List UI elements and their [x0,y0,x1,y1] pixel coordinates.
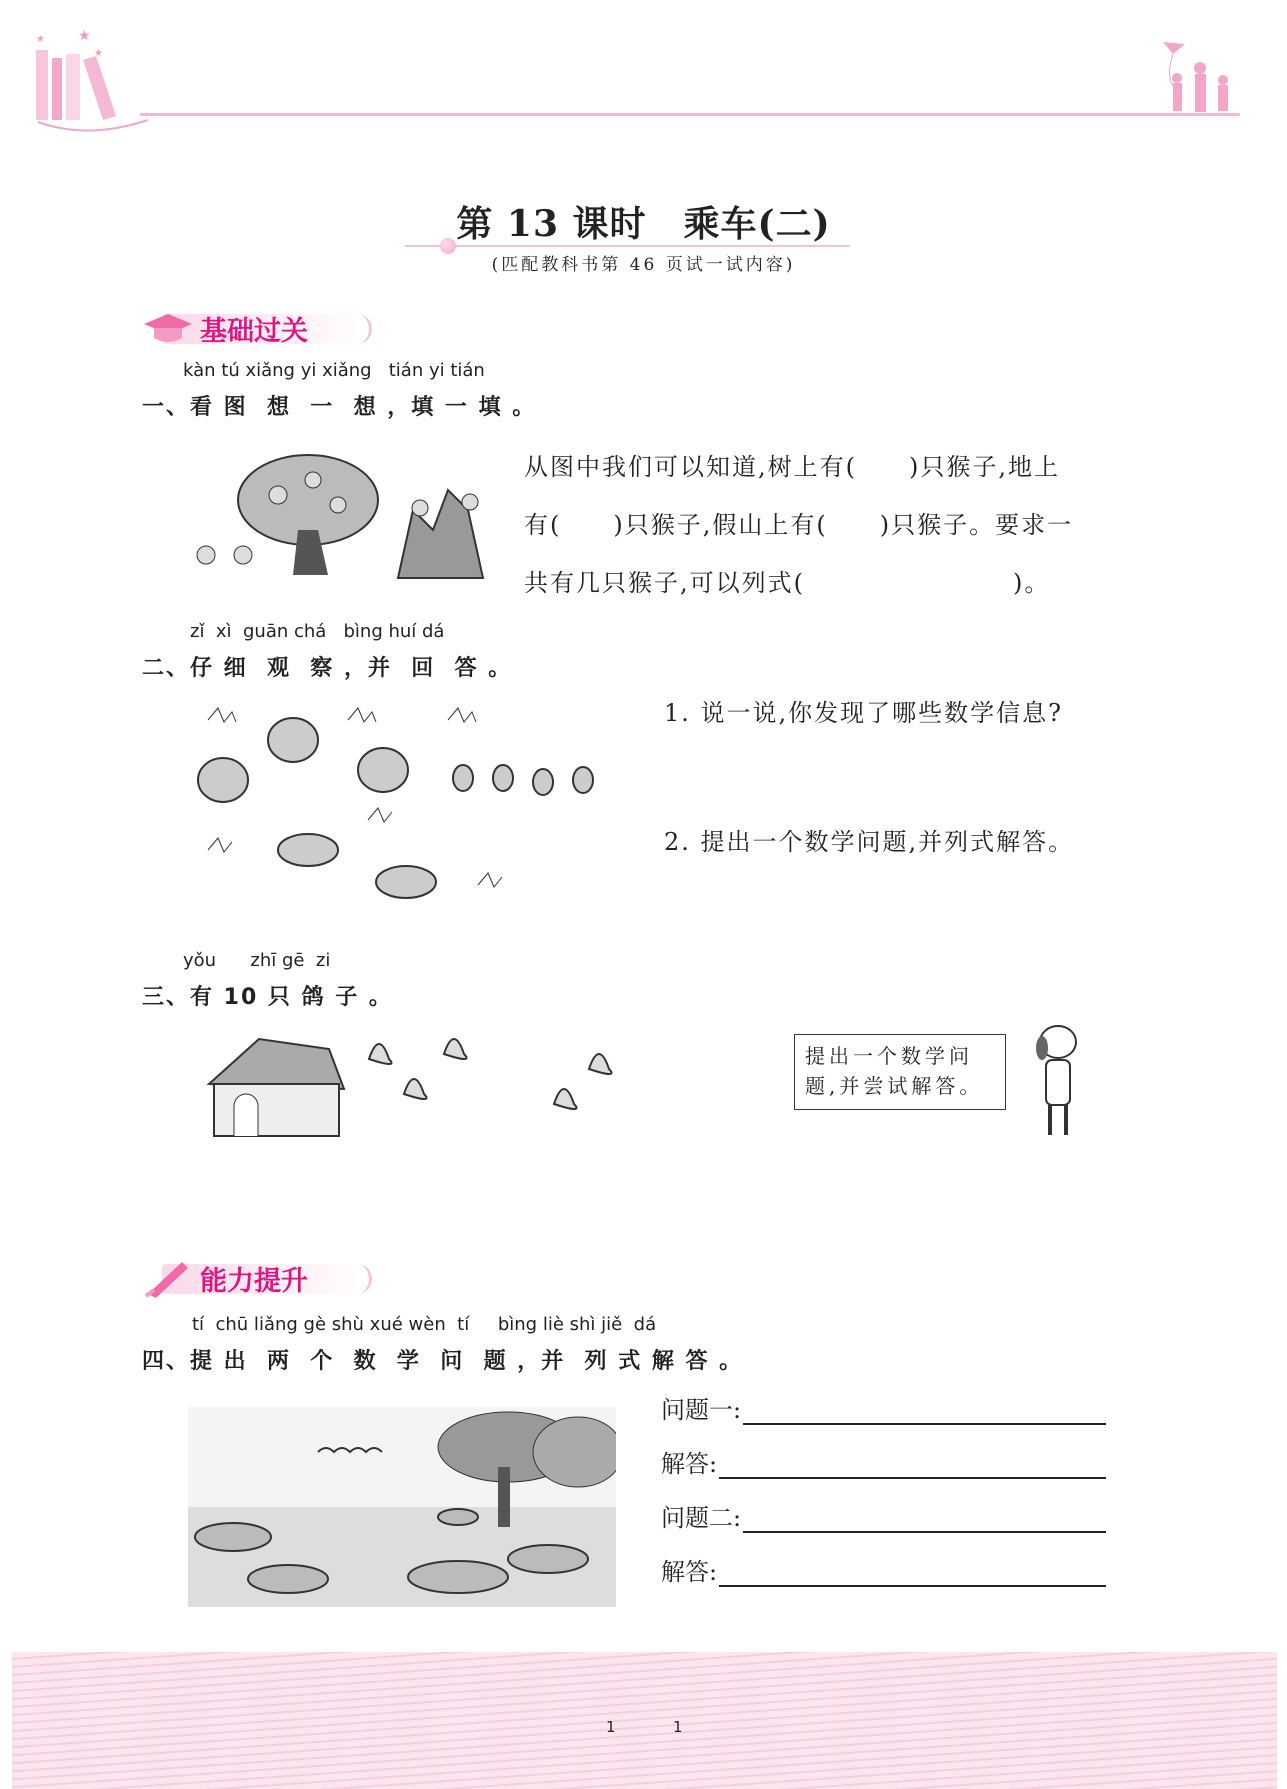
answer-line-question-2[interactable] [661,1498,1106,1533]
section-basic-badge [142,308,308,348]
speech-bubble: 提出一个数学问题,并尝试解答。 [794,1034,1006,1110]
dog-character-icon [1020,1020,1095,1145]
pond-scene-illustration [188,1407,616,1607]
section-basic-label: 基础过关 [200,315,308,347]
q1-line-1: 从图中我们可以知道,树上有( )只猴子,地上 [524,453,1060,481]
graduation-cap-icon [142,308,194,348]
q1-line-2: 有( )只猴子,假山上有( )只猴子。要求一 [524,511,1074,539]
q2-title: 二、仔 细 观 察 ，并 回 答 。 [142,656,513,681]
chickens-ducks-illustration [188,700,598,912]
monkeys-tree-illustration [188,450,503,585]
house-pigeons-illustration [199,1019,634,1144]
page-title: 第 13 课时 乘车(二) [456,203,831,245]
svg-text:★: ★ [78,28,91,44]
answer-label: 解答: [661,1558,718,1586]
page-number-left: 1 [606,1718,616,1736]
title-rule [405,245,850,247]
answer-line-solution-1[interactable] [661,1444,1106,1479]
section-advanced-label: 能力提升 [200,1265,308,1297]
answer-line-question-1[interactable] [661,1390,1106,1425]
q4-title: 四、提 出 两 个 数 学 问 题 ，并 列 式 解 答 。 [142,1349,744,1374]
rocket-icon [142,1258,194,1298]
svg-text:★: ★ [36,34,45,45]
q1-pinyin: kàn tú xiǎng yi xiǎng tián yi tián [183,360,485,381]
q2-sub-1: 1. 说一说,你发现了哪些数学信息? [664,699,1064,727]
q2-pinyin: zǐ xì guān chá bìng huí dá [190,621,445,642]
answer-label: 解答: [661,1450,718,1478]
page-subtitle: (匹配教科书第 46 页试一试内容) [491,255,796,275]
page-number-right: 1 [673,1718,683,1736]
q2-sub-2: 2. 提出一个数学问题,并列式解答。 [664,828,1075,856]
header-rule [140,113,1240,116]
section-advanced-badge [142,1258,308,1298]
answer-line-solution-2[interactable] [661,1552,1106,1587]
kids-kite-icon [1155,38,1235,118]
books-logo-icon [28,20,158,135]
answer-label: 问题二: [661,1504,742,1532]
q4-pinyin: tí chū liǎng gè shù xué wèn tí bìng liè shì jiě dá [192,1314,657,1335]
answer-label: 问题一: [661,1396,742,1424]
q3-title: 三、有 10 只 鸽 子 。 [142,985,393,1010]
footer-band [12,1652,1277,1789]
q1-line-3: 共有几只猴子,可以列式( )。 [524,569,1051,597]
q3-pinyin: yǒu zhī gē zi [183,950,331,971]
svg-text:★: ★ [94,48,103,59]
q1-title: 一、看 图 想 一 想 ，填 一 填 。 [142,395,537,420]
